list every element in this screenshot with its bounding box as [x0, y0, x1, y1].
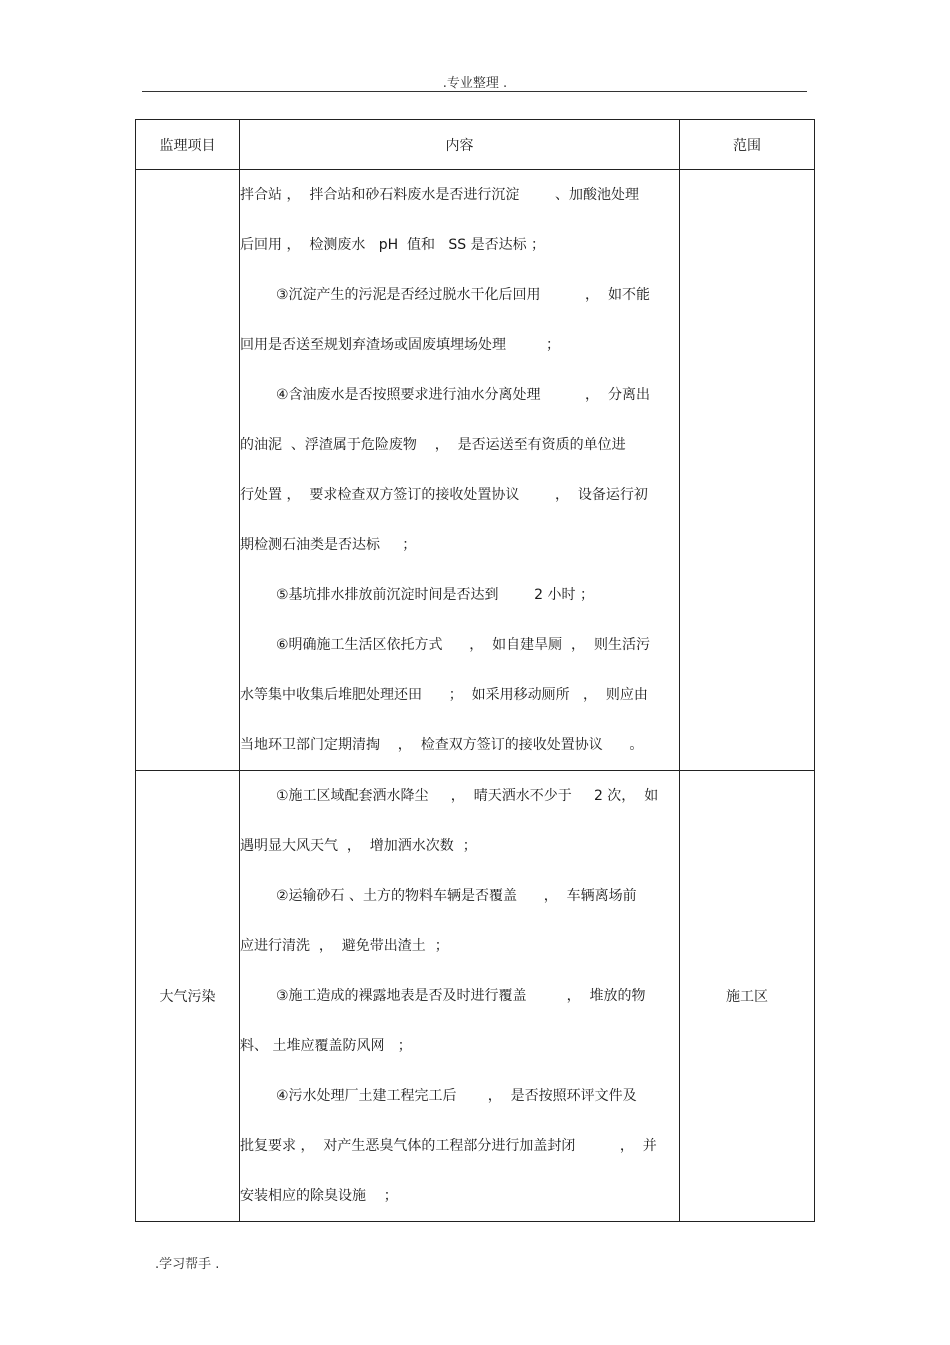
content-line: 当地环卫部门定期清掏 ， 检查双方签订的接收处置协议 。 [240, 737, 644, 753]
content-line: ④含油废水是否按照要求进行油水分离处理 ， 分离出 [276, 387, 650, 403]
content-line: ⑤基坑排水排放前沉淀时间是否达到 2 小时 ； [276, 587, 594, 603]
content-line: 遇明显大风天气 ， 增加洒水次数 ； [240, 838, 477, 854]
header-divider [142, 91, 807, 92]
content-line: 的油泥 、浮渣属于危险废物 ， 是否运送至有资质的单位进 [240, 437, 626, 453]
content-line: 期检测石油类是否达标 ； [240, 537, 417, 553]
content-line: ③沉淀产生的污泥是否经过脱水干化后回用 ， 如不能 [276, 287, 650, 303]
content-line: 应进行清洗 ， 避免带出渣土 ； [240, 938, 449, 954]
content-line: ⑥明确施工生活区依托方式 ， 如自建旱厕 ， 则生活污 [276, 637, 650, 653]
content-line: 批复要求 ， 对产生恶臭气体的工程部分进行加盖封闭 ， 并 [240, 1138, 657, 1154]
header-cell-item: 监理项目 [136, 120, 240, 170]
content-line: ②运输砂石 、土方的物料车辆是否覆盖 ， 车辆离场前 [276, 888, 637, 904]
header-cell-content: 内容 [240, 120, 680, 170]
table-header-row [136, 120, 815, 170]
content-line: 行处置 ， 要求检查双方签订的接收处置协议 ， 设备运行初 [240, 487, 648, 503]
content-line: ①施工区域配套洒水降尘 ， 晴天洒水不少于 2 次， 如 [276, 788, 659, 804]
content-cell [240, 170, 680, 771]
content-line: 料、 土堆应覆盖防风网 ； [240, 1038, 412, 1054]
header-cell-scope: 范围 [680, 120, 815, 170]
content-line: 后回用 ， 检测废水 pH 值和 SS 是否达标 ； [240, 237, 546, 253]
content-line: 安装相应的除臭设施 ； [240, 1188, 398, 1204]
content-line: 拌合站 ， 拌合站和砂石料废水是否进行沉淀 、加酸池处理 [240, 187, 639, 203]
content-line: 水等集中收集后堆肥处理还田 ； 如采用移动厕所 ， 则应由 [240, 687, 648, 703]
item-cell: 大气污染 [136, 771, 240, 1222]
supervision-table [135, 119, 815, 1222]
item-cell [136, 170, 240, 771]
table-row [136, 170, 815, 771]
scope-cell [680, 170, 815, 771]
page-footer: .学习帮手 . [155, 1257, 220, 1272]
scope-cell: 施工区 [680, 771, 815, 1222]
page-header: .专业整理 . [442, 76, 508, 91]
content-line: ④污水处理厂土建工程完工后 ， 是否按照环评文件及 [276, 1088, 637, 1104]
content-line: ③施工造成的裸露地表是否及时进行覆盖 ， 堆放的物 [276, 988, 646, 1004]
content-line: 回用是否送至规划弃渣场或固废填埋场处理 ； [240, 337, 561, 353]
content-cell [240, 771, 680, 1222]
table-row [136, 771, 815, 1222]
